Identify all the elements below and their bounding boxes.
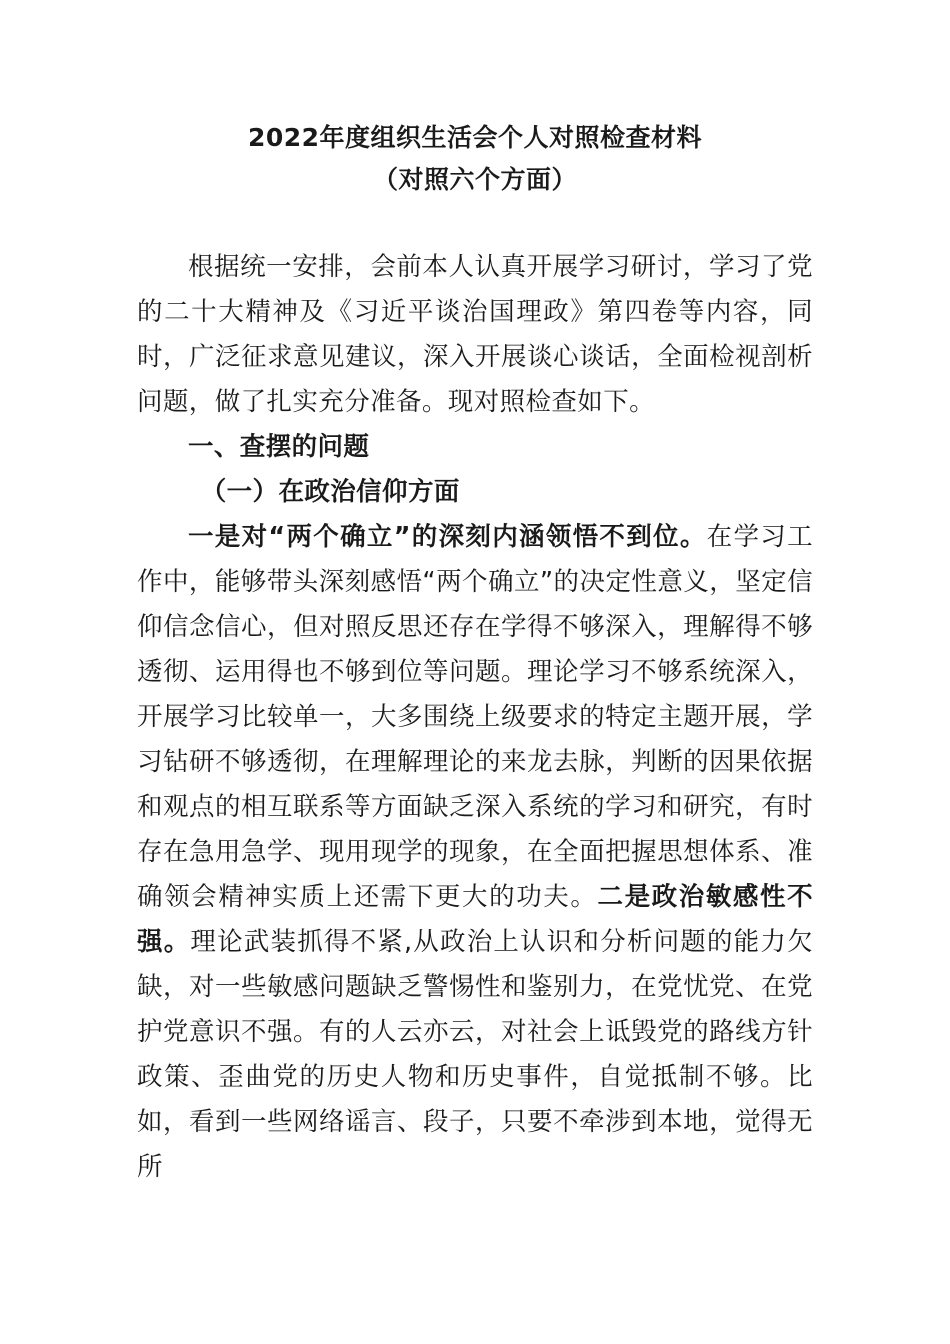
document-body (137, 245, 813, 1190)
point1-body: 在学习工作中，能够带头深刻感悟“两个确立”的决定性意义，坚定信仰信念信心，但对照反思还存在学得不够深入，理解得不够透彻、运用得也不够到位等问题。理论学习不够系统深入，开展学习比较单一，大多围绕上级要求的特定主题开展，学习钻研不够透彻，在理解理论的来龙去脉，判断的因果依据和观点的相互联系等方面缺乏深入系统的学习和研究，有时存在急用急学、现用现学的现象，在全面把握思想体系、准确领会精神实质上还需下更大的功夫。 (137, 522, 813, 912)
point1-lead: 一是对“两个确立”的深刻内涵领悟不到位。 (188, 522, 707, 552)
document-title: 2022年度组织生活会个人对照检查材料 (247, 123, 703, 152)
point-paragraph (137, 515, 813, 1190)
document-subtitle: （对照六个方面） (372, 165, 577, 194)
intro-paragraph: 根据统一安排，会前本人认真开展学习研讨，学习了党的二十大精神及《习近平谈治国理政》第四卷等内容，同时，广泛征求意见建议，深入开展谈心谈话，全面检视剖析问题，做了扎实充分准备。现对照检查如下。 (137, 252, 813, 417)
section-heading: 一、查摆的问题 (188, 432, 370, 462)
point2-lead: 二是政治敏感性不强。 (137, 882, 813, 957)
point2-body: 理论武装抓得不紧,从政治上认识和分析问题的能力欠缺，对一些敏感问题缺乏警惕性和鉴别力，在党忧党、在党护党意识不强。有的人云亦云，对社会上诋毁党的路线方针政策、歪曲党的历史人物和历史事件，自觉抵制不够。比如，看到一些网络谣言、段子，只要不牵涉到本地，觉得无所 (137, 927, 813, 1182)
subsection-heading: （一）在政治信仰方面 (200, 477, 460, 507)
